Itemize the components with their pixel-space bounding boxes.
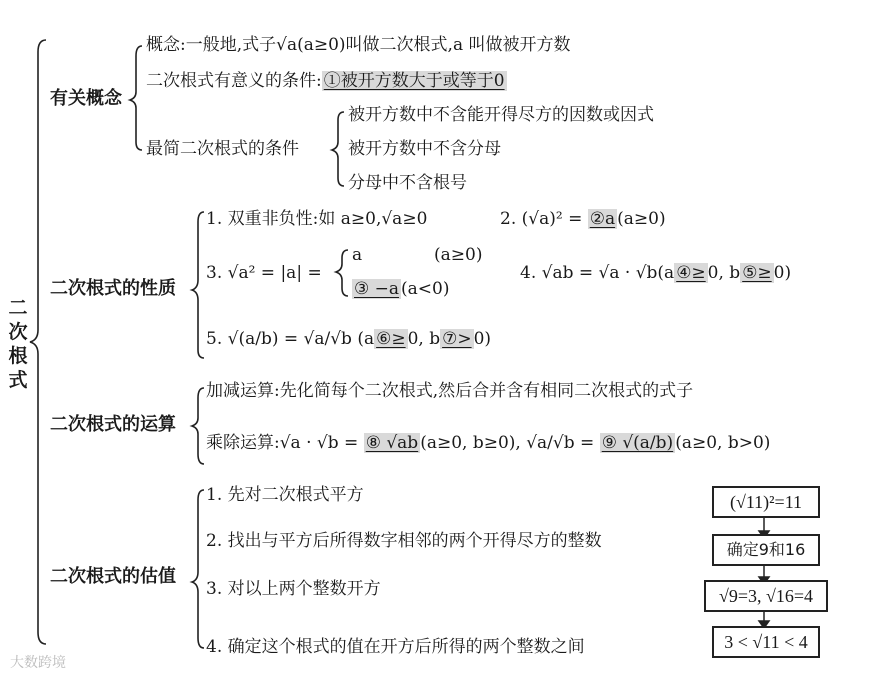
- estimation-step: 1. 先对二次根式平方: [206, 485, 364, 505]
- p5-prefix: 5. √(a/b) = √a/√b (a: [206, 329, 375, 349]
- operations-title: 二次根式的运算: [50, 414, 176, 435]
- answer-7: ⑦>: [442, 329, 472, 349]
- p5-suffix: 0): [473, 329, 492, 349]
- answer-6: ⑥≥: [376, 329, 406, 349]
- mul-cond: (a≥0, b≥0),: [420, 433, 521, 453]
- p2-suffix: (a≥0): [617, 209, 666, 229]
- p3-case1: a: [352, 245, 363, 265]
- answer-8: ⑧ √ab: [365, 433, 419, 453]
- simplest-item: 被开方数中不含分母: [348, 139, 501, 159]
- div-prefix: √a/√b =: [526, 433, 595, 453]
- flow-box: 3 < √11 < 4: [712, 626, 820, 658]
- root-title: 二次根式: [8, 297, 28, 391]
- answer-2: ②a: [589, 209, 616, 229]
- answer-5: ⑤≥: [742, 263, 772, 283]
- answer-1: ①被开方数大于或等于0: [323, 71, 505, 91]
- property-4: [520, 262, 791, 284]
- meaningful-prefix: 二次根式有意义的条件:: [146, 71, 322, 91]
- estimation-step: 4. 确定这个根式的值在开方后所得的两个整数之间: [206, 637, 585, 657]
- div-cond: (a≥0, b>0): [675, 433, 771, 453]
- p4-prefix: 4. √ab = √a · √b(a: [520, 263, 675, 283]
- p3-case1-cond: (a≥0): [434, 245, 483, 265]
- estimation-step: 2. 找出与平方后所得数字相邻的两个开得尽方的整数: [206, 531, 602, 551]
- meaningful-condition: [146, 70, 507, 92]
- simplest-item: 分母中不含根号: [348, 173, 467, 193]
- concepts-title: 有关概念: [50, 88, 122, 109]
- p2-prefix: 2. (√a)² =: [500, 209, 583, 229]
- estimation-title: 二次根式的估值: [50, 566, 176, 587]
- properties-title: 二次根式的性质: [50, 278, 176, 299]
- p4-mid: 0, b: [707, 263, 741, 283]
- concept-definition: 概念:一般地,式子√a(a≥0)叫做二次根式,a 叫做被开方数: [146, 35, 571, 55]
- flow-box: (√11)²=11: [712, 486, 820, 518]
- property-5: [206, 328, 491, 350]
- p5-mid: 0, b: [407, 329, 441, 349]
- add-rule: 加减运算:先化简每个二次根式,然后合并含有相同二次根式的式子: [206, 381, 694, 401]
- flow-box: 确定9和16: [712, 534, 820, 566]
- p4-suffix: 0): [773, 263, 792, 283]
- answer-9: ⑨ √(a/b): [601, 433, 674, 453]
- answer-3: ③ −a: [354, 279, 400, 299]
- property-1: 1. 双重非负性:如 a≥0,√a≥0: [206, 209, 428, 229]
- watermark: 大数跨境: [10, 655, 66, 671]
- simplest-title: 最简二次根式的条件: [146, 139, 299, 159]
- mul-prefix: 乘除运算:√a · √b =: [206, 433, 359, 453]
- answer-4: ④≥: [676, 263, 706, 283]
- estimation-step: 3. 对以上两个整数开方: [206, 579, 381, 599]
- p3-case2-cond: (a<0): [401, 279, 450, 299]
- flow-box: √9=3, √16=4: [704, 580, 828, 612]
- property-3-prefix: 3. √a² = |a| =: [206, 263, 322, 283]
- property-2: [500, 208, 666, 230]
- mul-div-rule: [206, 432, 770, 454]
- p3-case2: [352, 278, 450, 300]
- simplest-item: 被开方数中不含能开得尽方的因数或因式: [348, 105, 654, 125]
